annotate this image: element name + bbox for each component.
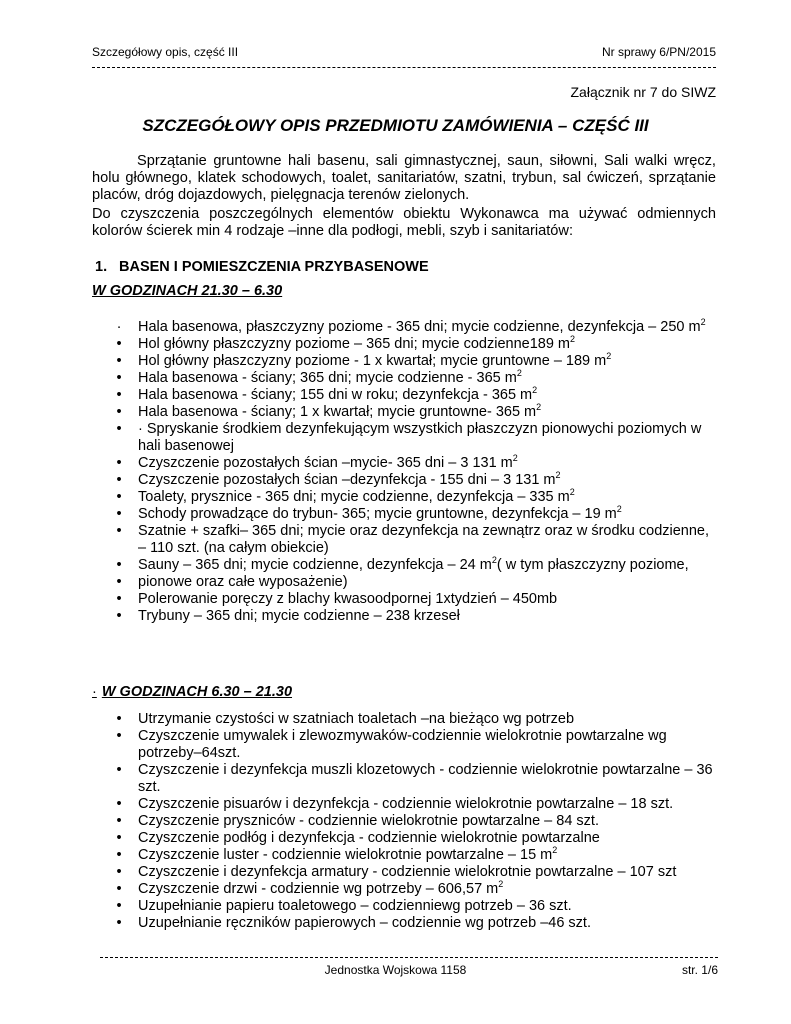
bullet-icon: • (116, 455, 122, 471)
list-item (113, 591, 721, 608)
night-hours-heading: W GODZINACH 21.30 – 6.30 (92, 283, 283, 299)
bullet-icon: • (116, 830, 122, 846)
section-number: 1. (95, 259, 108, 275)
bullet-icon: • (116, 336, 122, 352)
intro-paragraph-2: Do czyszczenia poszczególnych elementów obiektu Wykonawca ma używać odmiennych kolorów ścierek min 4 rodzaje –inne dla podłogi, mebli, szyb i sanitariatów: (92, 206, 716, 239)
page-header (92, 45, 716, 59)
day-task-list (113, 711, 721, 932)
section-heading (95, 259, 429, 275)
list-item (113, 404, 721, 421)
list-item-text: Schody prowadzące do trybun- 365; mycie gruntowne, dezynfekcja – 19 m (138, 506, 617, 522)
list-item-text: Czyszczenie pozostałych ścian –dezynfekcja - 155 dni – 3 131 m (138, 472, 556, 488)
bullet-icon: • (116, 421, 122, 437)
list-item-text: Czyszczenie pisuarów i dezynfekcja - codziennie wielokrotnie powtarzalne – 18 szt. (138, 796, 674, 812)
list-item (113, 728, 721, 762)
bullet-icon: • (116, 353, 122, 369)
list-item (113, 472, 721, 489)
list-item-text: Utrzymanie czystości w szatniach toaletach –na bieżąco wg potrzeb (138, 711, 575, 727)
list-item-text: Uzupełnianie papieru toaletowego – codzienniewg potrzeb – 36 szt. (138, 898, 572, 914)
list-item (113, 319, 721, 336)
unit-superscript: 2 (532, 385, 538, 395)
list-item (113, 830, 721, 847)
bullet-icon: • (116, 796, 122, 812)
bullet-icon: • (116, 813, 122, 829)
bullet-icon: • (116, 591, 122, 607)
bullet-icon: • (116, 574, 122, 590)
list-item (113, 864, 721, 881)
list-item (113, 796, 721, 813)
list-item-text: Hala basenowa - ściany; 1 x kwartał; mycie gruntowne- 365 m (138, 404, 537, 420)
unit-superscript: 2 (555, 470, 561, 480)
unit-superscript: 2 (536, 402, 542, 412)
list-item (113, 523, 721, 557)
unit-superscript: 2 (606, 351, 612, 361)
list-item (113, 608, 721, 625)
bullet-icon: • (116, 728, 122, 744)
list-item (113, 574, 721, 591)
bullet-icon: • (116, 608, 122, 624)
day-heading-text: W GODZINACH 6.30 – 21.30 (101, 684, 293, 700)
bullet-icon: • (116, 489, 122, 505)
day-heading-prefix: · (92, 684, 97, 700)
unit-superscript: 2 (700, 317, 706, 327)
section-title: BASEN I POMIESZCZENIA PRZYBASENOWE (119, 259, 429, 275)
footer-divider (100, 957, 718, 958)
bullet-icon: • (116, 711, 122, 727)
list-item-text: Czyszczenie i dezynfekcja muszli klozetowych - codziennie wielokrotnie powtarzalne – 36 szt. (138, 762, 713, 795)
bullet-icon: • (116, 387, 122, 403)
list-item-text: Hol główny płaszczyzny poziome - 1 x kwartał; mycie gruntowne – 189 m (138, 353, 607, 369)
list-item-text: Czyszczenie pryszniców - codziennie wielokrotnie powtarzalne – 84 szt. (138, 813, 599, 829)
list-item-text: Polerowanie poręczy z blachy kwasoodpornej 1xtydzień – 450mb (138, 591, 558, 607)
bullet-icon: · (116, 319, 122, 335)
header-left: Szczegółowy opis, część III (92, 45, 239, 59)
footer-page-number: str. 1/6 (681, 963, 718, 977)
list-item-text: Sauny – 365 dni; mycie codzienne, dezynfekcja – 24 m (138, 557, 492, 573)
list-item (113, 711, 721, 728)
unit-superscript: 2 (569, 487, 575, 497)
list-item (113, 336, 721, 353)
list-item (113, 353, 721, 370)
header-divider (92, 67, 716, 68)
list-item-text: Czyszczenie podłóg i dezynfekcja - codziennie wielokrotnie powtarzalne (138, 830, 600, 846)
list-item (113, 847, 721, 864)
list-item (113, 881, 721, 898)
list-item (113, 370, 721, 387)
unit-superscript: 2 (512, 453, 518, 463)
bullet-icon: • (116, 881, 122, 897)
list-item-text: Hol główny płaszczyzny poziome – 365 dni; mycie codzienne189 m (138, 336, 570, 352)
list-item-text: Toalety, prysznice - 365 dni; mycie codzienne, dezynfekcja – 335 m (138, 489, 570, 505)
unit-superscript: 2 (570, 334, 576, 344)
day-hours-heading (92, 684, 292, 700)
list-item-text: pionowe oraz całe wyposażenie) (138, 574, 348, 590)
list-item-text: Hala basenowa - ściany; 365 dni; mycie codzienne - 365 m (138, 370, 517, 386)
list-item-text: Hala basenowa - ściany; 155 dni w roku; dezynfekcja - 365 m (138, 387, 533, 403)
list-item-text: Szatnie + szafki– 365 dni; mycie oraz dezynfekcja na zewnątrz oraz w środku codzienne, – 110 szt. (na całym obiekcie) (138, 523, 710, 556)
bullet-icon: • (116, 864, 122, 880)
list-item (113, 898, 721, 915)
list-item-text: Czyszczenie i dezynfekcja armatury - codziennie wielokrotnie powtarzalne – 107 szt (138, 864, 677, 880)
footer-unit: Jednostka Wojskowa 1158 (324, 963, 467, 977)
unit-superscript: 2 (498, 879, 504, 889)
bullet-icon: • (116, 472, 122, 488)
list-item-text-continued: ( w tym płaszczyzny poziome, (496, 557, 689, 573)
list-item-text: Trybuny – 365 dni; mycie codzienne – 238 krzeseł (138, 608, 460, 624)
bullet-icon: • (116, 404, 122, 420)
list-item-text: · Spryskanie środkiem dezynfekującym wszystkich płaszczyzn pionowychi poziomych w hali basenowej (138, 421, 702, 454)
list-item (113, 813, 721, 830)
list-item-text: Czyszczenie umywalek i zlewozmywaków-codziennie wielokrotnie powtarzalne wg potrzeby–64szt. (138, 728, 667, 761)
list-item-text: Czyszczenie luster - codziennie wielokrotnie powtarzalne – 15 m (138, 847, 553, 863)
list-item (113, 387, 721, 404)
list-item (113, 557, 721, 574)
annex-label: Załącznik nr 7 do SIWZ (570, 84, 716, 100)
list-item (113, 915, 721, 932)
bullet-icon: • (116, 557, 122, 573)
bullet-icon: • (116, 915, 122, 931)
list-item (113, 489, 721, 506)
list-item-text: Czyszczenie drzwi - codziennie wg potrzeby – 606,57 m (138, 881, 499, 897)
document-title: SZCZEGÓŁOWY OPIS PRZEDMIOTU ZAMÓWIENIA – CZĘŚĆ III (142, 116, 649, 135)
list-item (113, 421, 721, 455)
list-item-text: Czyszczenie pozostałych ścian –mycie- 365 dni – 3 131 m (138, 455, 513, 471)
list-item (113, 762, 721, 796)
bullet-icon: • (116, 506, 122, 522)
bullet-icon: • (116, 762, 122, 778)
list-item-text: Uzupełnianie ręczników papierowych – codziennie wg potrzeb –46 szt. (138, 915, 591, 931)
bullet-icon: • (116, 847, 122, 863)
bullet-icon: • (116, 898, 122, 914)
list-item-text: Hala basenowa, płaszczyzny poziome - 365 dni; mycie codzienne, dezynfekcja – 250 m (138, 319, 701, 335)
bullet-icon: • (116, 370, 122, 386)
night-task-list (113, 319, 721, 625)
unit-superscript: 2 (491, 555, 497, 565)
unit-superscript: 2 (616, 504, 622, 514)
header-right: Nr sprawy 6/PN/2015 (601, 45, 716, 59)
list-item (113, 506, 721, 523)
unit-superscript: 2 (516, 368, 522, 378)
unit-superscript: 2 (552, 845, 558, 855)
list-item (113, 455, 721, 472)
bullet-icon: • (116, 523, 122, 539)
intro-paragraph-1: Sprzątanie gruntowne hali basenu, sali gimnastycznej, saun, siłowni, Sali walki wręcz, holu głównego, klatek schodowych, toalet, sanitariatów, szatni, trybun, sal ćwiczeń, sprzątanie placów, dróg dojazdowych, pielęgnacja terenów zielonych. (92, 153, 716, 203)
